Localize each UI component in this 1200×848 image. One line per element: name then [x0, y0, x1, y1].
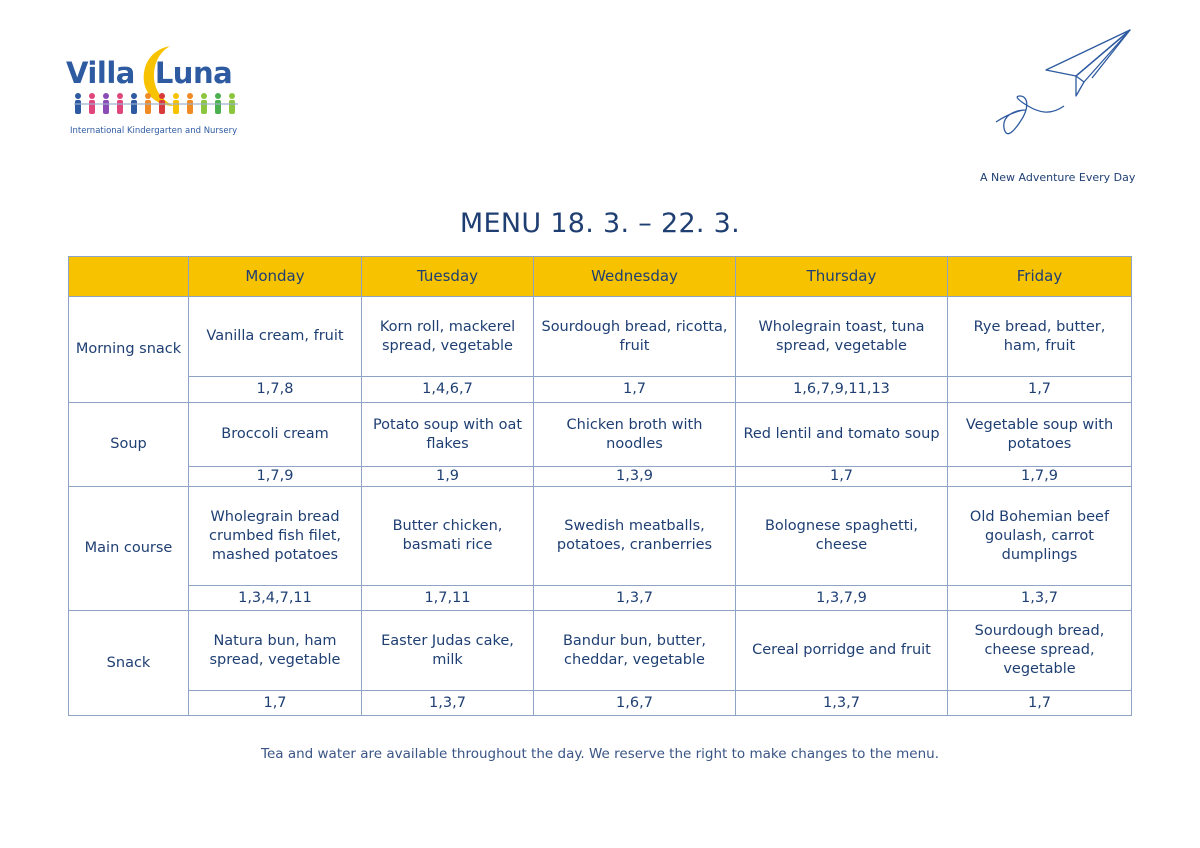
table-header-row	[69, 257, 1132, 297]
table-row	[69, 611, 1132, 691]
table-row	[69, 467, 1132, 487]
dish-cell: Bandur bun, butter, cheddar, vegetable	[534, 611, 736, 691]
allergen-cell: 1,7	[948, 377, 1132, 403]
allergen-cell: 1,7	[948, 691, 1132, 716]
allergen-cell: 1,7,9	[948, 467, 1132, 487]
dish-cell: Vanilla cream, fruit	[189, 297, 362, 377]
dish-cell: Chicken broth with noodles	[534, 403, 736, 467]
allergen-cell: 1,9	[362, 467, 534, 487]
allergen-cell: 1,7,8	[189, 377, 362, 403]
header-friday: Friday	[948, 257, 1132, 297]
dish-cell: Sourdough bread, ricotta, fruit	[534, 297, 736, 377]
header-wednesday: Wednesday	[534, 257, 736, 297]
motto-text: A New Adventure Every Day	[980, 171, 1136, 184]
dish-cell: Broccoli cream	[189, 403, 362, 467]
menu-table	[68, 256, 1132, 716]
allergen-cell: 1,7,11	[362, 586, 534, 611]
dish-cell: Wholegrain bread crumbed fish filet, mashed potatoes	[189, 487, 362, 586]
allergen-cell: 1,7,9	[189, 467, 362, 487]
allergen-cell: 1,6,7,9,11,13	[736, 377, 948, 403]
dish-cell: Cereal porridge and fruit	[736, 611, 948, 691]
children-figures-icon	[72, 92, 240, 116]
header-thursday: Thursday	[736, 257, 948, 297]
menu-title: MENU 18. 3. – 22. 3.	[459, 208, 741, 239]
row-label-snack: Snack	[69, 611, 189, 716]
dish-cell: Bolognese spaghetti, cheese	[736, 487, 948, 586]
row-label-soup: Soup	[69, 403, 189, 487]
header-tuesday: Tuesday	[362, 257, 534, 297]
header-corner-cell	[69, 257, 189, 297]
row-label-main-course: Main course	[69, 487, 189, 611]
allergen-cell: 1,3,7	[534, 586, 736, 611]
dish-cell: Sourdough bread, cheese spread, vegetable	[948, 611, 1132, 691]
logo-tagline: International Kindergarten and Nursery	[70, 126, 238, 136]
logo-word-villa: Villa	[66, 56, 135, 90]
dish-cell: Natura bun, ham spread, vegetable	[189, 611, 362, 691]
allergen-cell: 1,7	[736, 467, 948, 487]
allergen-cell: 1,3,7,9	[736, 586, 948, 611]
dish-cell: Swedish meatballs, potatoes, cranberries	[534, 487, 736, 586]
dish-cell: Wholegrain toast, tuna spread, vegetable	[736, 297, 948, 377]
dish-cell: Korn roll, mackerel spread, vegetable	[362, 297, 534, 377]
allergen-cell: 1,3,7	[362, 691, 534, 716]
row-label-morning-snack: Morning snack	[69, 297, 189, 403]
table-row	[69, 377, 1132, 403]
allergen-cell: 1,6,7	[534, 691, 736, 716]
header-monday: Monday	[189, 257, 362, 297]
dish-cell: Rye bread, butter, ham, fruit	[948, 297, 1132, 377]
dish-cell: Red lentil and tomato soup	[736, 403, 948, 467]
allergen-cell: 1,7	[534, 377, 736, 403]
table-row	[69, 403, 1132, 467]
allergen-cell: 1,3,4,7,11	[189, 586, 362, 611]
paper-plane-icon	[980, 26, 1140, 166]
logo-word-luna: Luna	[154, 56, 233, 90]
table-row	[69, 297, 1132, 377]
table-row	[69, 586, 1132, 611]
allergen-cell: 1,7	[189, 691, 362, 716]
dish-cell: Vegetable soup with potatoes	[948, 403, 1132, 467]
dish-cell: Easter Judas cake, milk	[362, 611, 534, 691]
allergen-cell: 1,4,6,7	[362, 377, 534, 403]
dish-cell: Old Bohemian beef goulash, carrot dumplings	[948, 487, 1132, 586]
dish-cell: Butter chicken, basmati rice	[362, 487, 534, 586]
dish-cell: Potato soup with oat flakes	[362, 403, 534, 467]
footer-note: Tea and water are available throughout the day. We reserve the right to make changes to the menu.	[261, 746, 939, 762]
logo-wordmark	[66, 56, 232, 90]
allergen-cell: 1,3,7	[948, 586, 1132, 611]
table-row	[69, 487, 1132, 586]
table-row	[69, 691, 1132, 716]
allergen-cell: 1,3,9	[534, 467, 736, 487]
villa-luna-logo	[66, 44, 246, 139]
allergen-cell: 1,3,7	[736, 691, 948, 716]
